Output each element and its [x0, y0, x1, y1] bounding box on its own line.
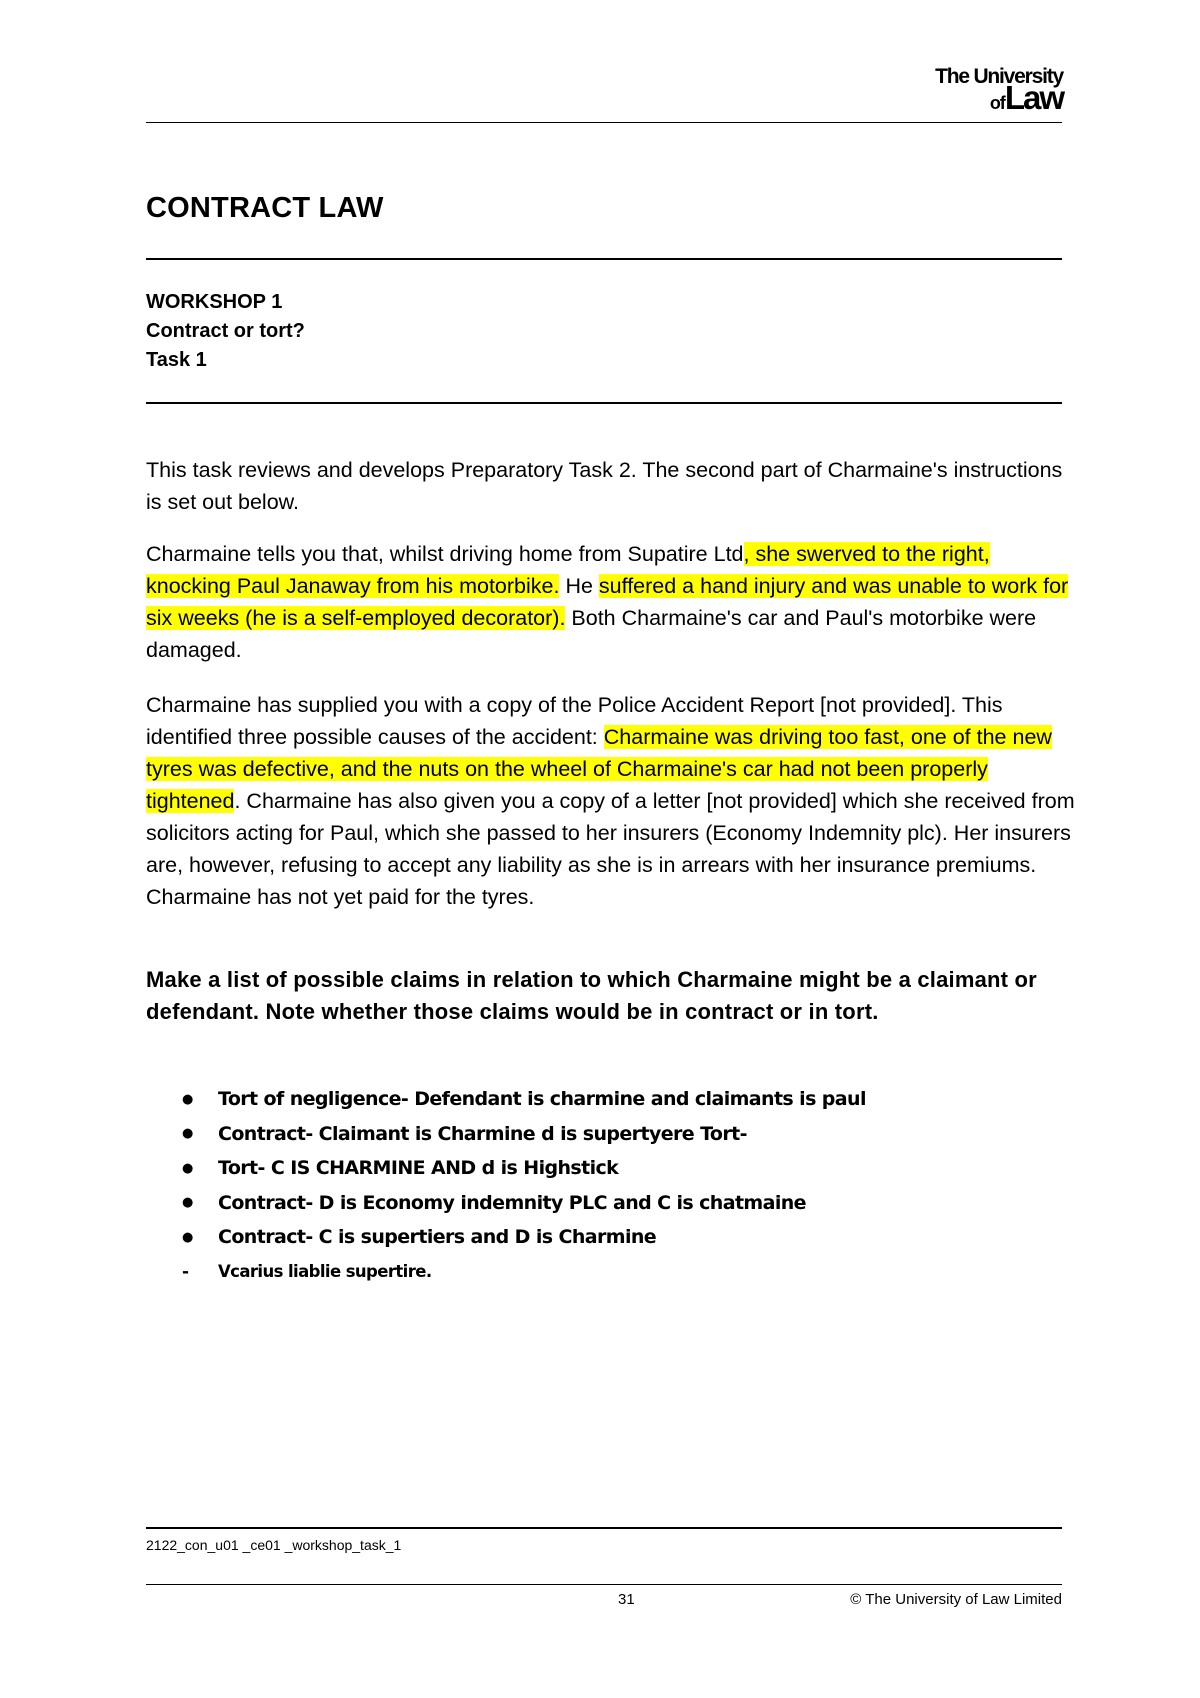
bullet-icon: ●	[182, 1091, 193, 1107]
list-item: ● Contract- C is supertiers and D is Charmine	[146, 1220, 1046, 1255]
document-code: 2122_con_u01 _ce01 _workshop_task_1	[146, 1537, 402, 1553]
workshop-subtitle: Contract or tort?	[146, 320, 305, 342]
bullet-icon: ●	[182, 1126, 193, 1142]
list-item: - Vcarius liablie supertire.	[146, 1255, 1046, 1290]
bullet-icon: ●	[182, 1229, 193, 1245]
task-question: Make a list of possible claims in relation to which Charmaine might be a claimant or defendant. Note whether those claims would be in contract or in tort.	[146, 967, 1037, 1024]
page-number: 31	[618, 1591, 635, 1608]
intro-paragraph: This task reviews and develops Preparatory Task 2. The second part of Charmaine's instructions is set out below.	[146, 458, 1063, 514]
list-item: ● Contract- D is Economy indemnity PLC and C is chatmaine	[146, 1186, 1046, 1221]
highlight: suffered a hand injury and was unable to work for six weeks (he is a self-employed decorator).	[146, 574, 1069, 630]
university-logo	[935, 66, 1063, 114]
list-item: ● Tort of negligence- Defendant is charmine and claimants is paul	[146, 1082, 1046, 1117]
header-divider	[146, 122, 1062, 123]
copyright-notice: © The University of Law Limited	[850, 1591, 1062, 1608]
workshop-heading	[146, 288, 305, 375]
list-item: ● Contract- Claimant is Charmine d is supertyere Tort-	[146, 1117, 1046, 1152]
answer-list	[146, 1082, 1046, 1289]
list-item: ● Tort- C IS CHARMINE AND d is Highstick	[146, 1151, 1046, 1186]
facts-paragraph: Charmaine tells you that, whilst driving home from Supatire Ltd, she swerved to the right, knocking Paul Janaway from his motorbike. He suffered a hand injury and was unable to work for six weeks (he is a self-employed decorator). Both Charmaine's car and Paul's motorbike were damaged.	[146, 542, 1069, 662]
footer-bottom-divider	[146, 1584, 1062, 1585]
bullet-icon: ●	[182, 1195, 193, 1211]
task-label: Task 1	[146, 349, 207, 371]
logo-line-1: The University	[935, 65, 1063, 88]
dash-marker: -	[182, 1261, 189, 1282]
highlight: Charmaine was driving too fast, one of the new tyres was defective, and the nuts on the wheel of Charmaine's car had not been properly tightened	[146, 725, 1052, 813]
document-title: CONTRACT LAW	[146, 192, 384, 224]
footer-divider	[146, 1527, 1062, 1529]
highlight: , she swerved to the right, knocking Paul Janaway from his motorbike.	[146, 542, 990, 598]
logo-line-2: ofLaw	[989, 79, 1063, 116]
workshop-label: WORKSHOP 1	[146, 291, 283, 313]
accident-paragraph: Charmaine has supplied you with a copy of the Police Accident Report [not provided]. This identified three possible causes of the accident: Charmaine was driving too fast, one of the new tyres was defective, and the nuts on the wheel of Charmaine's car had not been properly tightened. Charmaine has also given you a copy of a letter [not provided] which she received from solicitors acting for Paul, which she passed to her insurers (Economy Indemnity plc). Her insurers are, however, refusing to accept any liability as she is in arrears with her insurance premiums. Charmaine has not yet paid for the tyres.	[146, 693, 1075, 909]
heading-divider	[146, 402, 1062, 404]
bullet-icon: ●	[182, 1160, 193, 1176]
title-divider	[146, 258, 1062, 260]
